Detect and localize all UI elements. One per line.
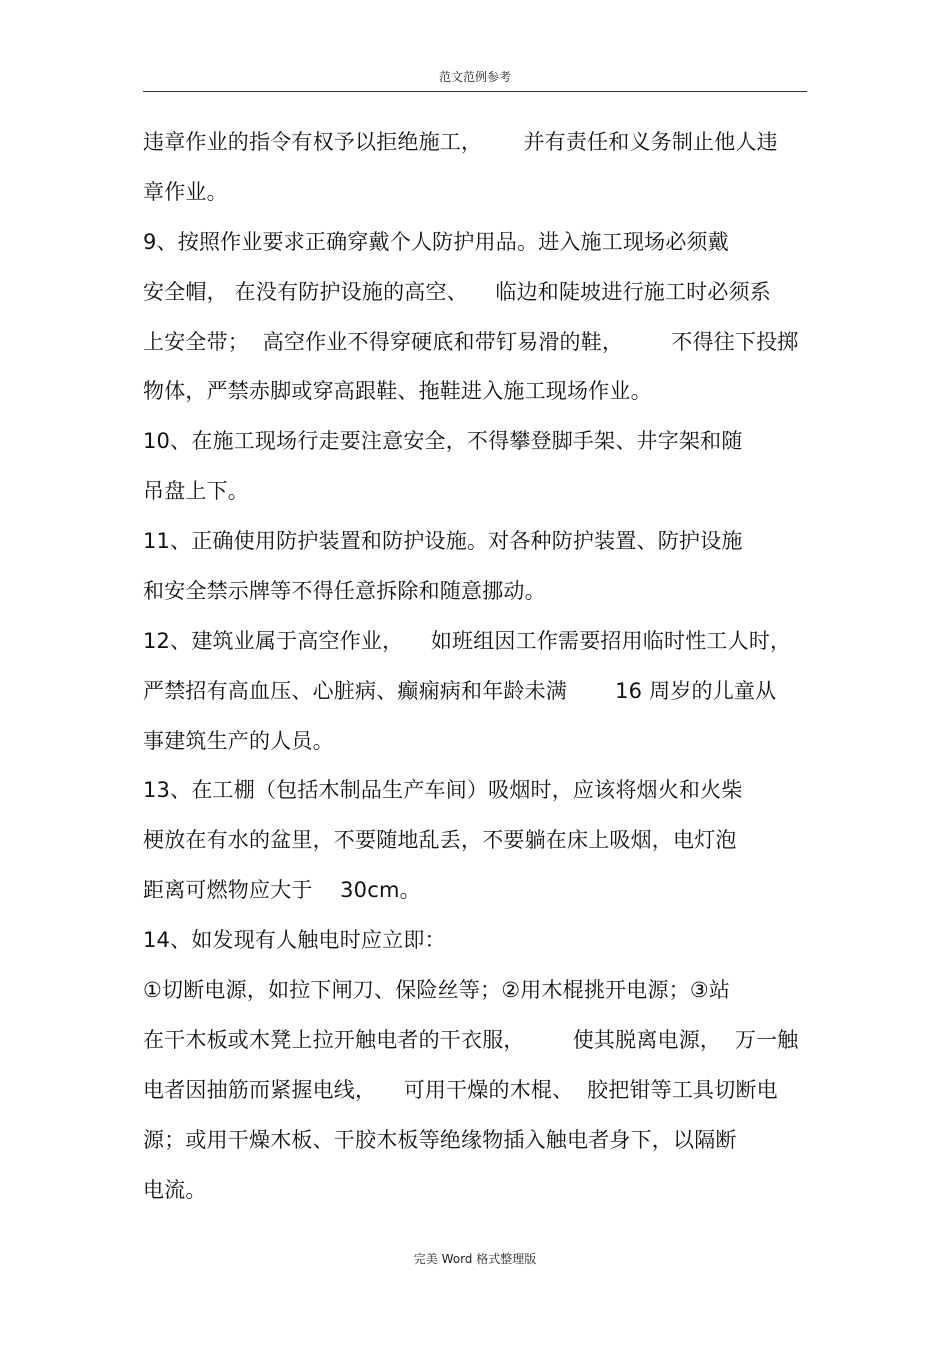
text-line: 11、正确使用防护装置和防护设施。对各种防护装置、防护设施 <box>143 529 743 553</box>
text-line: 14、如发现有人触电时应立即： <box>143 928 446 952</box>
text-line: 12、建筑业属于高空作业， 如班组因工作需要招用临时性工人时， <box>143 629 792 653</box>
text-line: 违章作业的指令有权予以拒绝施工， 并有责任和义务制止他人违 <box>143 130 778 154</box>
page-header: 范文范例参考 <box>438 70 511 84</box>
text-line: ①切断电源，如拉下闸刀、保险丝等；②用木棍挑开电源；③站 <box>143 978 731 1002</box>
text-line: 和安全禁示牌等不得任意拆除和随意挪动。 <box>143 579 546 603</box>
text-line: 9、按照作业要求正确穿戴个人防护用品。进入施工现场必须戴 <box>143 230 729 254</box>
text-line: 源；或用干燥木板、干胶木板等绝缘物插入触电者身下，以隔断 <box>143 1128 737 1152</box>
text-line: 上安全带； 高空作业不得穿硬底和带钉易滑的鞋， 不得往下投掷 <box>143 330 799 354</box>
text-line: 章作业。 <box>143 180 228 204</box>
text-line: 在干木板或木凳上拉开触电者的干衣服， 使其脱离电源， 万一触 <box>143 1028 799 1052</box>
text-line: 安全帽， 在没有防护设施的高空、 临边和陡坡进行施工时必须系 <box>143 280 771 304</box>
page-footer: 完美 Word 格式整理版 <box>413 1252 537 1266</box>
text-line: 13、在工棚（包括木制品生产车间）吸烟时，应该将烟火和火柴 <box>143 778 743 802</box>
text-line: 事建筑生产的人员。 <box>143 729 334 753</box>
text-line: 距离可燃物应大于 30cm。 <box>143 878 421 902</box>
text-line: 电者因抽筋而紧握电线， 可用干燥的木棍、 胶把钳等工具切断电 <box>143 1078 778 1102</box>
text-line: 电流。 <box>143 1178 207 1202</box>
text-line: 梗放在有水的盆里，不要随地乱丢，不要躺在床上吸烟，电灯泡 <box>143 828 737 852</box>
header-divider <box>143 91 807 92</box>
text-line: 吊盘上下。 <box>143 479 249 503</box>
text-line: 10、在施工现场行走要注意安全，不得攀登脚手架、井字架和随 <box>143 429 743 453</box>
text-line: 严禁招有高血压、心脏病、癫痫病和年龄未满 16 周岁的儿童从 <box>143 679 777 703</box>
text-line: 物体，严禁赤脚或穿高跟鞋、拖鞋进入施工现场作业。 <box>143 379 652 403</box>
